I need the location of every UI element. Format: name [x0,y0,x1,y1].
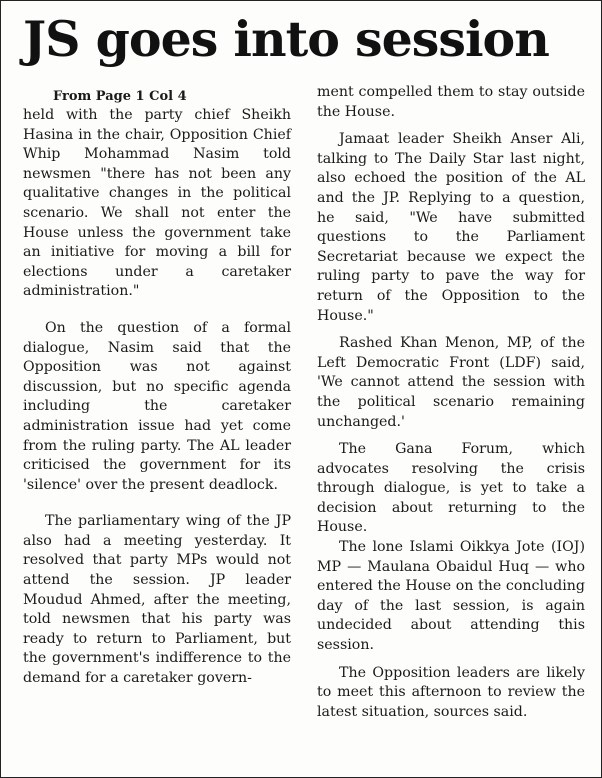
paragraph: On the question of a formal dialogue, Nasim said that the Opposition was not against discussion, but no specific agenda including the caretaker administration issue had yet come from the ruling party. The AL leader criticised the government for its 'silence' over the present deadlock. [23,319,291,493]
headline: JS goes into session [23,10,549,68]
paragraph: The Gana Forum, which advocates resolving the crisis through dialogue, is yet to take a decision about returning to the House. [317,441,585,536]
paragraph: Jamaat leader Sheikh Anser Ali, talking to The Daily Star last night, also echoed the position of the AL and the JP. Replying to a question, he said, "We have submitted questions to the Parliament Secretariat because we expect the ruling party to pave the way for return of the Opposition to the House." [317,131,585,324]
paragraph: The parliamentary wing of the JP also had a meeting yesterday. It resolved that party MPs would not attend the session. JP leader Moudud Ahmed, after the meeting, told newsmen that his party was ready to return to Parliament, but the government's indifference to the demand for a caretaker govern- [23,513,291,687]
paragraph: ment compelled them to stay outside the House. [317,84,585,120]
paragraph: The Opposition leaders are likely to meet this afternoon to review the latest situation, sources said. [317,664,585,720]
right-column [317,83,585,722]
paragraph: Rashed Khan Menon, MP, of the Left Democratic Front (LDF) said, 'We cannot attend the session with the political scenario remaining unchanged.' [317,335,585,430]
paragraph: held with the party chief Sheikh Hasina in the chair, Opposition Chief Whip Mohammad Nasim told newsmen "there has not been any qualitative changes in the political scenario. We shall not enter the House unless the government take an initiative for moving a bill for elections under a caretaker administration." [23,107,291,300]
paragraph: The lone Islami Oikkya Jote (IOJ) MP — Maulana Obaidul Huq — who entered the House on the concluding day of the last session, is again undecided about attending this session. [317,539,585,654]
left-column [23,77,291,689]
jump-line: From Page 1 Col 4 [53,89,187,104]
